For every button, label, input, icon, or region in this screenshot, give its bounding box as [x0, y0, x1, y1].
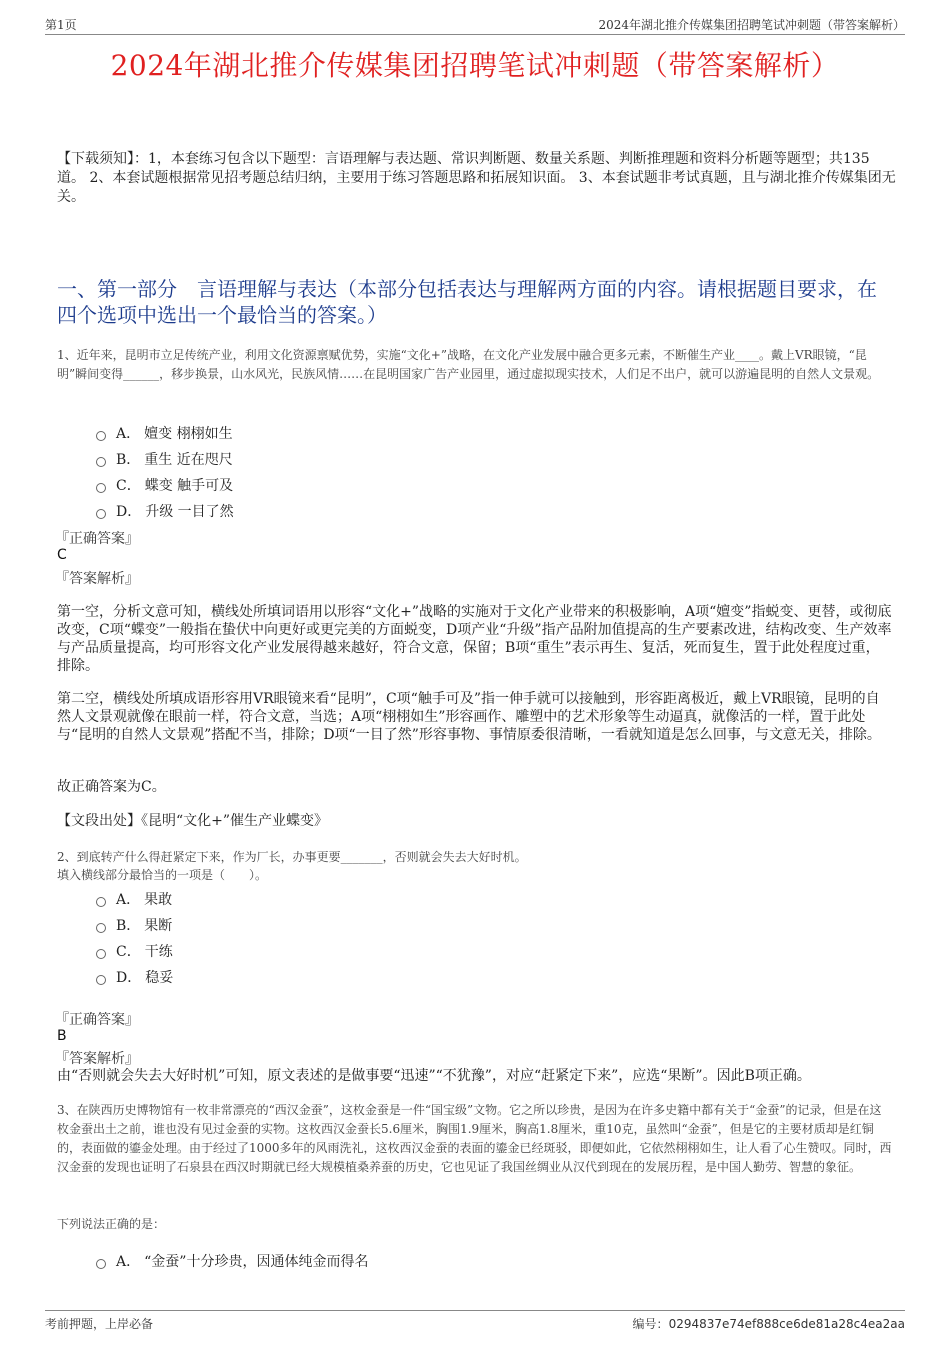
question-1-option-a[interactable]: A． 嬗变 栩栩如生 [96, 420, 234, 446]
radio-icon[interactable] [96, 897, 106, 907]
radio-icon[interactable] [96, 431, 106, 441]
question-1-option-d[interactable]: D． 升级 一目了然 [96, 498, 234, 524]
analysis-label: 『答案解析』 [55, 1051, 139, 1067]
radio-icon[interactable] [96, 975, 106, 985]
correct-answer-label: 『正确答案』 [55, 1012, 139, 1028]
question-3-prompt: 下列说法正确的是： [57, 1217, 166, 1231]
page-number: 第1页 [45, 18, 77, 32]
analysis-label: 『答案解析』 [55, 571, 139, 587]
page-header [45, 14, 905, 35]
question-1-option-b[interactable]: B． 重生 近在咫尺 [96, 446, 234, 472]
question-2-answer: B [57, 1028, 67, 1044]
question-3-text: 3、在陕西历史博物馆有一枚非常漂亮的“西汉金蚕”，这枚金蚕是一件“国宝级”文物。它之所以珍贵，是因为在许多史籍中都有关于“金蚕”的记录，但是在这枚金蚕出土之前，谁也没有见过金蚕的实物。这枚西汉金蚕长5.6厘米，胸围1.9厘米，胸高1.8厘米，重10克，虽然叫“金蚕”，但是它的主要材质却是红铜的，表面做的鎏金处理。由于经过了1000多年的风雨洗礼，这枚西汉金蚕的表面的鎏金已经斑驳，即便如此，它依然栩栩如生，让人看了心生赞叹。同时，西汉金蚕的发现也证明了石泉县在西汉时期就已经大规模植桑养蚕的历史，它也见证了我国丝绸业从汉代到现在的发展历程，是中国人勤劳、智慧的象征。 [57, 1103, 892, 1174]
question-3-option-a[interactable]: A． “金蚕”十分珍贵，因通体纯金而得名 [96, 1248, 368, 1274]
question-2-option-b[interactable]: B． 果断 [96, 912, 173, 938]
question-1-answer: C [57, 547, 67, 563]
page-footer [45, 1310, 905, 1333]
section-title: 一、第一部分 言语理解与表达（本部分包括表达与理解两方面的内容。请根据题目要求，在四个选项中选出一个最恰当的答案。） [57, 277, 877, 327]
radio-icon[interactable] [96, 483, 106, 493]
question-3-options [96, 1248, 368, 1274]
radio-icon[interactable] [96, 1259, 106, 1269]
question-2-prompt: 填入横线部分最恰当的一项是（ ）。 [57, 868, 268, 882]
radio-icon[interactable] [96, 923, 106, 933]
question-1-text: 1、近年来，昆明市立足传统产业，利用文化资源禀赋优势，实施“文化+”战略，在文化产业发展中融合更多元素，不断催生产业____。戴上VR眼镜，“昆明”瞬间变得______，移步换景，山水风光，民族风情……在昆明国家广告产业园里，通过虚拟现实技术，人们足不出户，就可以游遍昆明的自然人文景观。 [57, 348, 880, 381]
question-2-analysis: 由“否则就会失去大好时机”可知，原文表述的是做事要“迅速”“不犹豫”，对应“赶紧定下来”，应选“果断”。因此B项正确。 [57, 1068, 811, 1084]
question-2-options [96, 886, 173, 990]
question-1-source: 【文段出处】《昆明“文化+”催生产业蝶变》 [57, 813, 329, 829]
question-1-options [96, 420, 234, 524]
question-2-option-d[interactable]: D． 稳妥 [96, 964, 173, 990]
question-1-conclusion: 故正确答案为C。 [57, 779, 166, 795]
document-code-label: 编号： [632, 1317, 669, 1331]
page-title: 2024年湖北推介传媒集团招聘笔试冲刺题（带答案解析） [110, 49, 840, 82]
radio-icon[interactable] [96, 457, 106, 467]
question-1-analysis-2: 第二空，横线处所填成语形容用VR眼镜来看“昆明”，C项“触手可及”指一伸手就可以接触到，形容距离极近，戴上VR眼镜，昆明的自然人文景观就像在眼前一样，符合文意，当选；A项“栩栩如生”形容画作、雕塑中的艺术形象等生动逼真，就像活的一样，置于此处与“昆明的自然人文景观”搭配不当，排除；D项“一目了然”形容事物、事情原委很清晰，一看就知道是怎么回事，与文意无关，排除。 [57, 691, 881, 743]
radio-icon[interactable] [96, 509, 106, 519]
document-code-value: 0294837e74ef888ce6de81a28c4ea2aa [668, 1317, 905, 1331]
question-1-option-c[interactable]: C． 蝶变 触手可及 [96, 472, 234, 498]
download-notice: 【下载须知】：1，本套练习包含以下题型：言语理解与表达题、常识判断题、数量关系题、判断推理题和资料分析题等题型；共135道。 2、本套试题根据常见招考题总结归纳，主要用于练习答题思路和拓展知识面。 3、本套试题非考试真题，且与湖北推介传媒集团无关。 [57, 151, 896, 205]
question-2-option-c[interactable]: C． 干练 [96, 938, 173, 964]
question-2-option-a[interactable]: A． 果敢 [96, 886, 173, 912]
header-doc-title: 2024年湖北推介传媒集团招聘笔试冲刺题（带答案解析） [598, 18, 905, 32]
footer-slogan: 考前押题，上岸必备 [45, 1317, 154, 1331]
question-1-analysis-1: 第一空，分析文意可知，横线处所填词语用以形容“文化+”战略的实施对于文化产业带来的积极影响，A项“嬗变”指蜕变、更替，或彻底改变，C项“蝶变”一般指在蛰伏中向更好或更完美的方面蜕变，D项产业“升级”指产品附加值提高的生产要素改进，结构改变、生产效率与产品质量提高，均可形容文化产业发展得越来越好，符合文意，保留；B项“重生”表示再生、复活，死而复生，置于此处程度过重，排除。 [57, 604, 892, 674]
question-2-text: 2、到底转产什么得赶紧定下来，作为厂长，办事更要_______，否则就会失去大好时机。 [57, 850, 527, 864]
document-code [633, 1315, 905, 1332]
radio-icon[interactable] [96, 949, 106, 959]
correct-answer-label: 『正确答案』 [55, 531, 139, 547]
